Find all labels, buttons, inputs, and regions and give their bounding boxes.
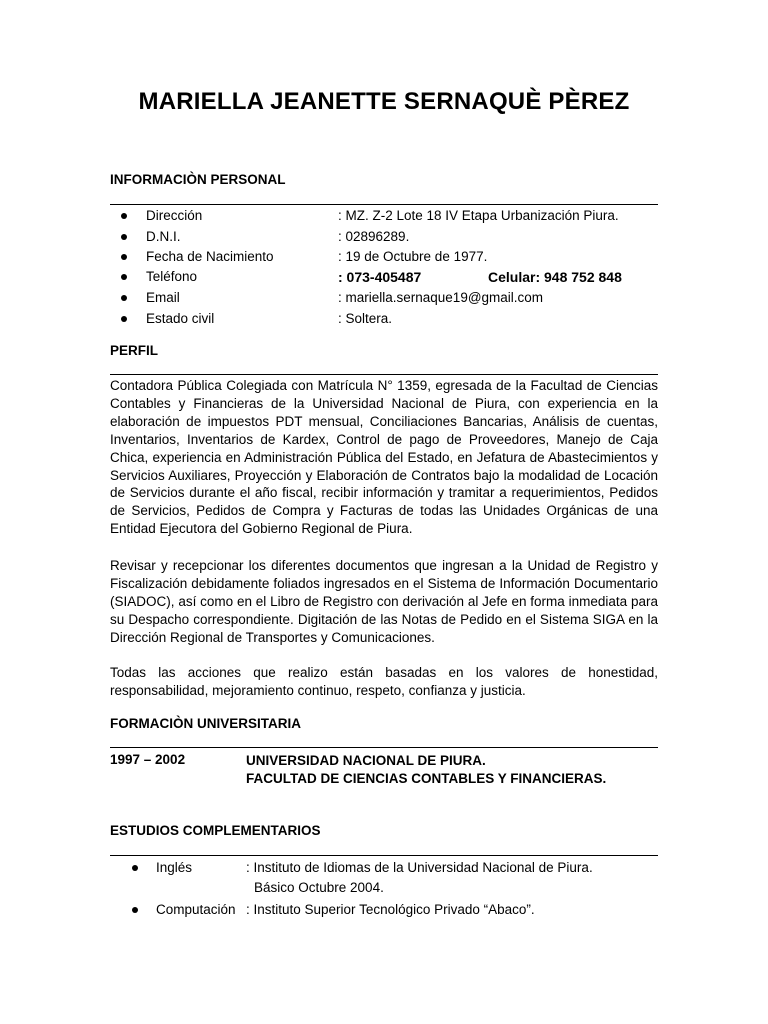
paragraph-text: Todas las acciones que realizo están basadas en los valores de honestidad, responsabilidad, mejoramiento continuo, respeto, confianza y justicia. (110, 665, 658, 698)
info-label: Estado civil (146, 311, 215, 326)
info-row-direccion (0, 208, 768, 228)
paragraph-text: Revisar y recepcionar los diferentes documentos que ingresan a la Unidad de Registro y Fiscalización debidamente foliados ingresados en el Sistema de Información Documentario (SIADOC), así como en el Libro de Registro con derivación al Jefe en forma inmediata para su Despacho correspondiente. Digitación de las Notas de Pedido en el Sistema SIGA en la Dirección Regional de Transportes y Comunicaciones. (110, 558, 658, 645)
info-label: Dirección (146, 208, 203, 223)
perfil-paragraph-2 (110, 557, 658, 647)
study-row-computacion (0, 902, 768, 922)
bullet-icon (121, 295, 127, 301)
section-heading-formacion: FORMACIÒN UNIVERSITARIA (110, 716, 301, 731)
study-value: : Instituto Superior Tecnológico Privado “Abaco”. (246, 902, 535, 917)
cv-title: MARIELLA JEANETTE SERNAQUÈ PÈREZ (138, 88, 630, 115)
study-continuation: Básico Octubre 2004. (254, 880, 384, 895)
bullet-icon (121, 316, 127, 322)
info-row-estado-civil (0, 311, 768, 331)
bullet-icon (132, 907, 138, 913)
education-years: 1997 – 2002 (110, 752, 186, 767)
email-value: : mariella.sernaque19@gmail.com (338, 290, 544, 305)
bullet-icon (132, 865, 138, 871)
mobile-value: Celular: 948 752 848 (488, 269, 622, 285)
study-label: Inglés (156, 860, 193, 875)
bullet-icon (121, 213, 127, 219)
phone-value: : 073-405487 (338, 269, 422, 285)
study-value: : Instituto de Idiomas de la Universidad Nacional de Piura. (246, 860, 593, 875)
study-label: Computación (156, 902, 236, 917)
section-heading-personal: INFORMACIÒN PERSONAL (110, 172, 286, 187)
section-heading-estudios: ESTUDIOS COMPLEMENTARIOS (110, 823, 321, 838)
section-rule-formacion (110, 747, 658, 748)
info-label: Fecha de Nacimiento (146, 249, 274, 264)
bullet-icon (121, 254, 127, 260)
education-faculty: FACULTAD DE CIENCIAS CONTABLES Y FINANCIERAS. (246, 771, 607, 786)
section-rule-estudios (110, 855, 658, 856)
info-value: : 02896289. (338, 229, 410, 244)
paragraph-text: Contadora Pública Colegiada con Matrícula N° 1359, egresada de la Facultad de Ciencias Contables y Financieras de la Universidad Nacional de Piura, con experiencia en la elaboración de impuestos PDT mensual, Conciliaciones Bancarias, Análisis de cuentas, Inventarios, Inventarios de Kardex, Control de pago de Proveedores, Manejo de Caja Chica, experiencia en Administración Pública del Estado, en Jefatura de Abastecimientos y Servicios Auxiliares, Proyección y Elaboración de Contratos bajo la modalidad de Locación de Servicios durante el año fiscal, recibir información y tramitar a requerimientos, Pedidos de Servicios, Pedidos de Compra y Facturas de todas las Unidades Orgánicas de una Entidad Ejecutora del Gobierno Regional de Piura. (110, 378, 658, 537)
info-label: Email (146, 290, 180, 305)
info-label: Teléfono (146, 269, 198, 284)
info-label: D.N.I. (146, 229, 181, 244)
section-rule-perfil (110, 374, 658, 375)
bullet-icon (121, 234, 127, 240)
section-rule-personal (110, 204, 658, 205)
info-row-dni (0, 229, 768, 249)
info-row-telefono (0, 269, 768, 289)
study-row-ingles-cont (0, 880, 768, 900)
study-row-ingles (0, 860, 768, 880)
info-row-email (0, 290, 768, 310)
perfil-paragraph-1 (110, 377, 658, 538)
section-heading-perfil: PERFIL (110, 343, 159, 358)
info-value: : 19 de Octubre de 1977. (338, 249, 488, 264)
info-value: : Soltera. (338, 311, 393, 326)
info-row-fecha-nacimiento (0, 249, 768, 269)
bullet-icon (121, 274, 127, 280)
perfil-paragraph-3 (110, 664, 658, 700)
info-value: : MZ. Z-2 Lote 18 IV Etapa Urbanización Piura. (338, 208, 619, 223)
education-institution: UNIVERSIDAD NACIONAL DE PIURA. (246, 753, 486, 768)
